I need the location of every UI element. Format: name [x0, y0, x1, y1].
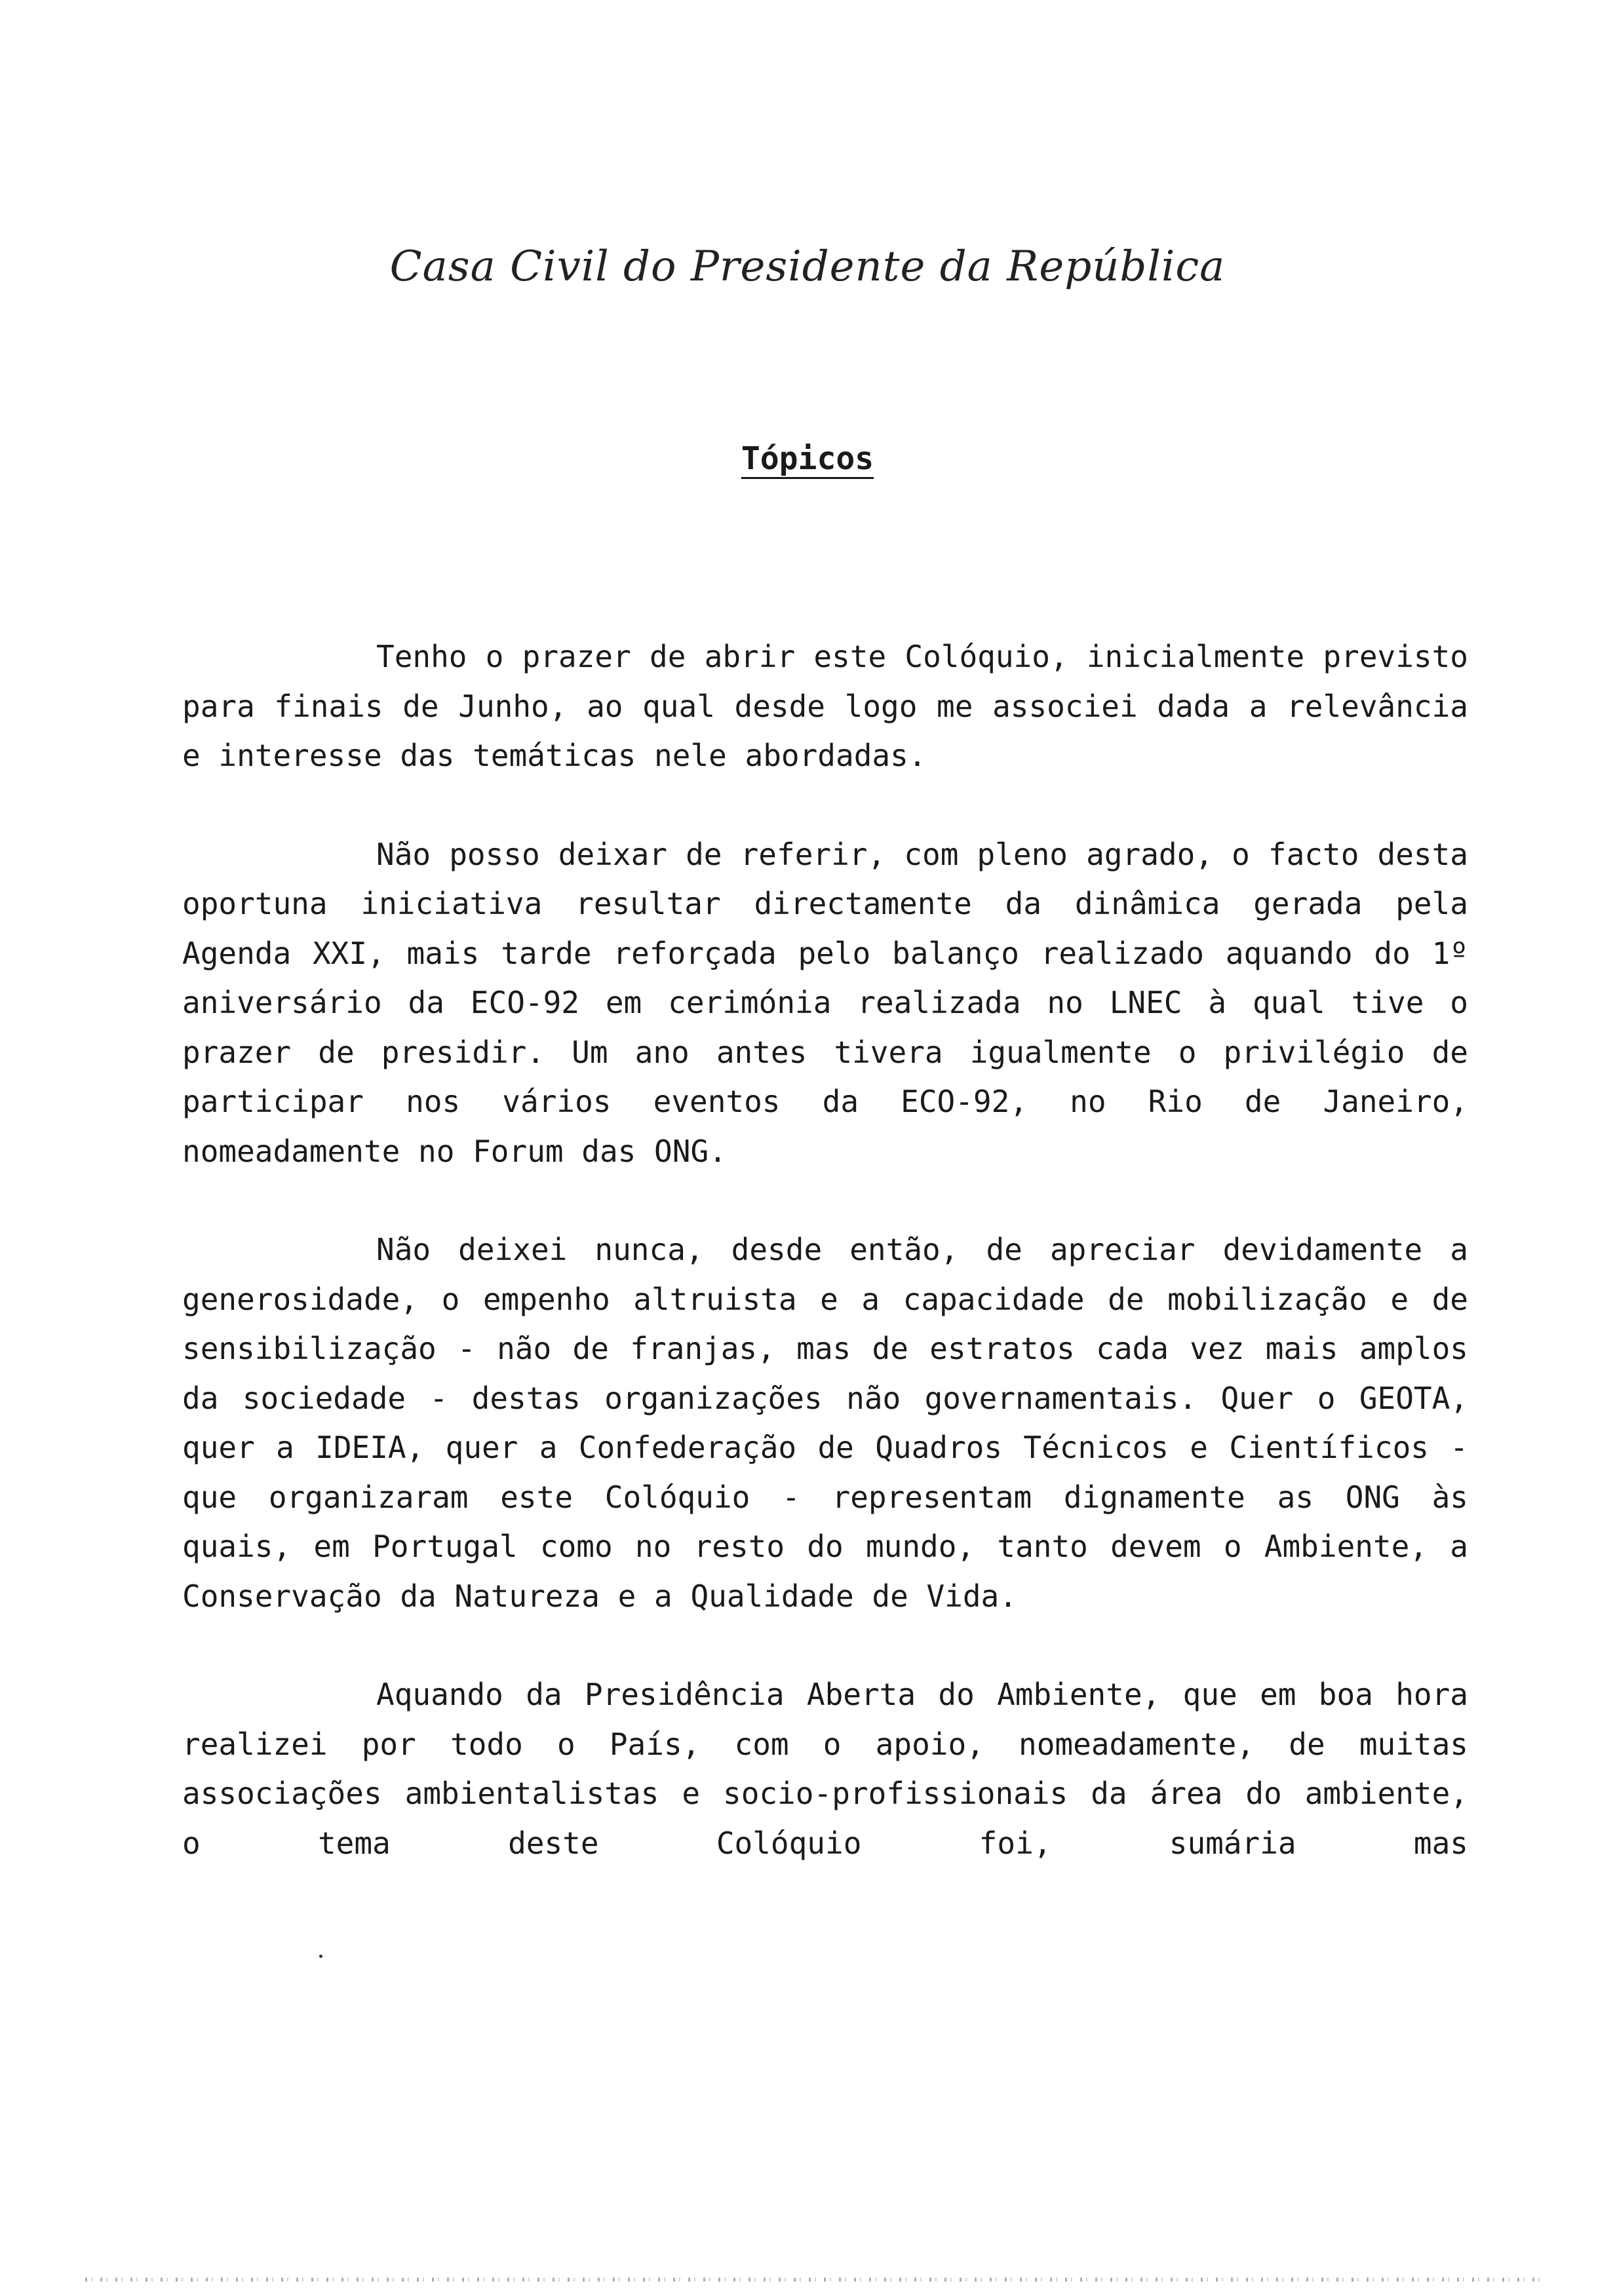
document-title: Tópicos	[741, 440, 874, 477]
scan-speck	[319, 1955, 322, 1958]
paragraph-2: Não posso deixar de referir, com pleno agrado, o facto desta oportuna iniciativa resultar directamente da dinâmica gerada pela Agenda XXI, mais tarde reforçada pelo balanço realizado aquando do 1º aniversário da ECO-92 em cerimónia realizada no LNEC à qual tive o prazer de presidir. Um ano antes tivera igualmente o privilégio de participar nos vários eventos da ECO-92, no Rio de Janeiro, nomeadamente no Forum das ONG.	[182, 836, 1468, 1169]
paragraph-1: Tenho o prazer de abrir este Colóquio, inicialmente previsto para finais de Junho, ao qual desde logo me associei dada a relevância e interesse das temáticas nele abordadas.	[182, 639, 1468, 773]
paragraph-4: Aquando da Presidência Aberta do Ambiente, que em boa hora realizei por todo o País, com o apoio, nomeadamente, de muitas associações ambientalistas e socio-profissionais da área do ambiente, o tema deste Colóquio foi, sumária mas	[182, 1677, 1468, 1861]
scan-edge-noise	[85, 2278, 1547, 2282]
document-body	[182, 632, 1468, 1917]
letterhead: Casa Civil do Presidente da República	[389, 242, 1226, 291]
paragraph-3: Não deixei nunca, desde então, de apreciar devidamente a generosidade, o empenho altruista e a capacidade de mobilização e de sensibilização - não de franjas, mas de estratos cada vez mais amplos da sociedade - destas organizações não governamentais. Quer o GEOTA, quer a IDEIA, quer a Confederação de Quadros Técnicos e Científicos - que organizaram este Colóquio - representam dignamente as ONG às quais, em Portugal como no resto do mundo, tanto devem o Ambiente, a Conservação da Natureza e a Qualidade de Vida.	[182, 1232, 1468, 1614]
